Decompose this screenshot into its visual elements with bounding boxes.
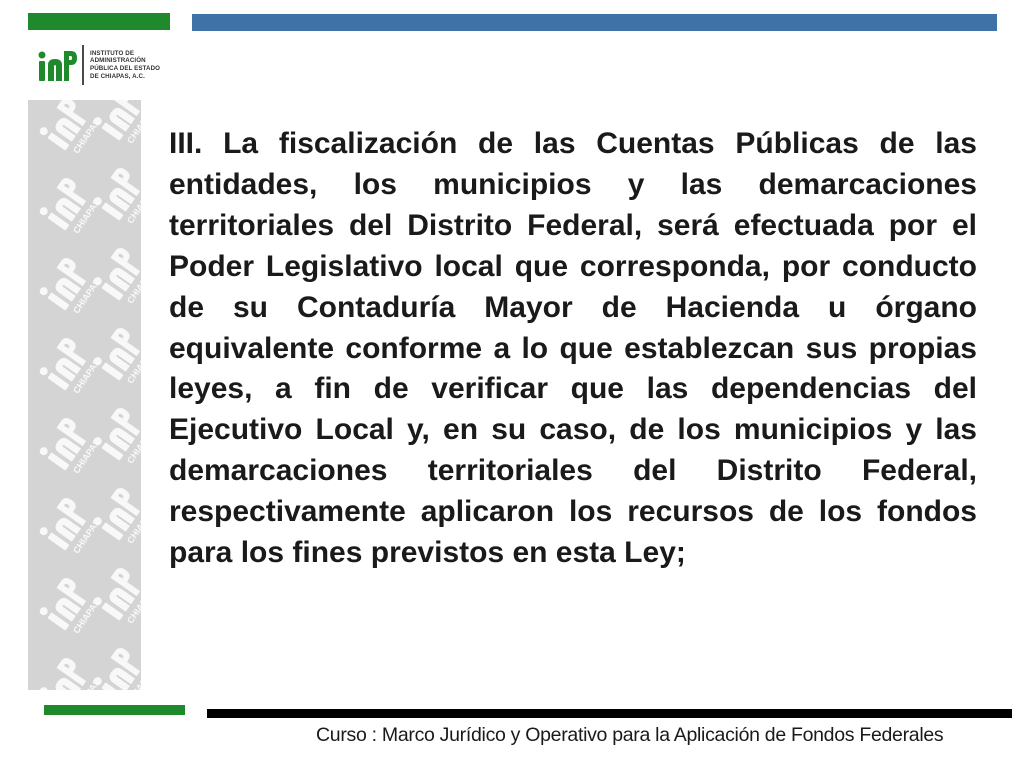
institute-logo xyxy=(38,44,160,86)
footer-course-title: Marco Jurídico y Operativo para la Aplicación de Fondos Federales xyxy=(381,724,944,746)
footer-label: Curso xyxy=(316,724,367,746)
institute-name xyxy=(90,50,160,80)
iap-logo-icon xyxy=(38,47,78,83)
institute-name-line-1: INSTITUTO DE xyxy=(90,49,135,57)
logo-divider xyxy=(82,45,84,85)
bottom-accent-bar-green xyxy=(44,705,185,715)
institute-name-line-4: DE CHIAPAS, A.C. xyxy=(90,72,145,80)
top-accent-bar-blue xyxy=(192,14,997,31)
course-footer xyxy=(316,724,996,747)
main-paragraph: III. La fiscalización de las Cuentas Públicas de las entidades, los municipios y las demarcaciones territoriales del Distrito Federal, será efectuada por el Poder Legislativo local que corresponda, por conducto de su Contaduría Mayor de Hacienda u órgano equivalente conforme a lo que establezcan sus propias leyes, a fin de verificar que las dependencias del Ejecutivo Local y, en su caso, de los municipios y las demarcaciones territoriales del Distrito Federal, respectivamente aplicaron los recursos de los fondos para los fines previstos en esta Ley; xyxy=(169,127,977,570)
institute-name-line-3: PÚBLICA DEL ESTADO xyxy=(90,65,161,72)
bottom-accent-bar-black xyxy=(207,709,1012,718)
institute-name-line-2: ADMINISTRACIÓN xyxy=(90,57,146,65)
side-watermark-pattern: CHIAPAS xyxy=(28,100,141,690)
footer-separator: : xyxy=(366,724,382,746)
iap-watermark-icon xyxy=(38,100,141,690)
top-accent-bar-green xyxy=(28,13,170,30)
